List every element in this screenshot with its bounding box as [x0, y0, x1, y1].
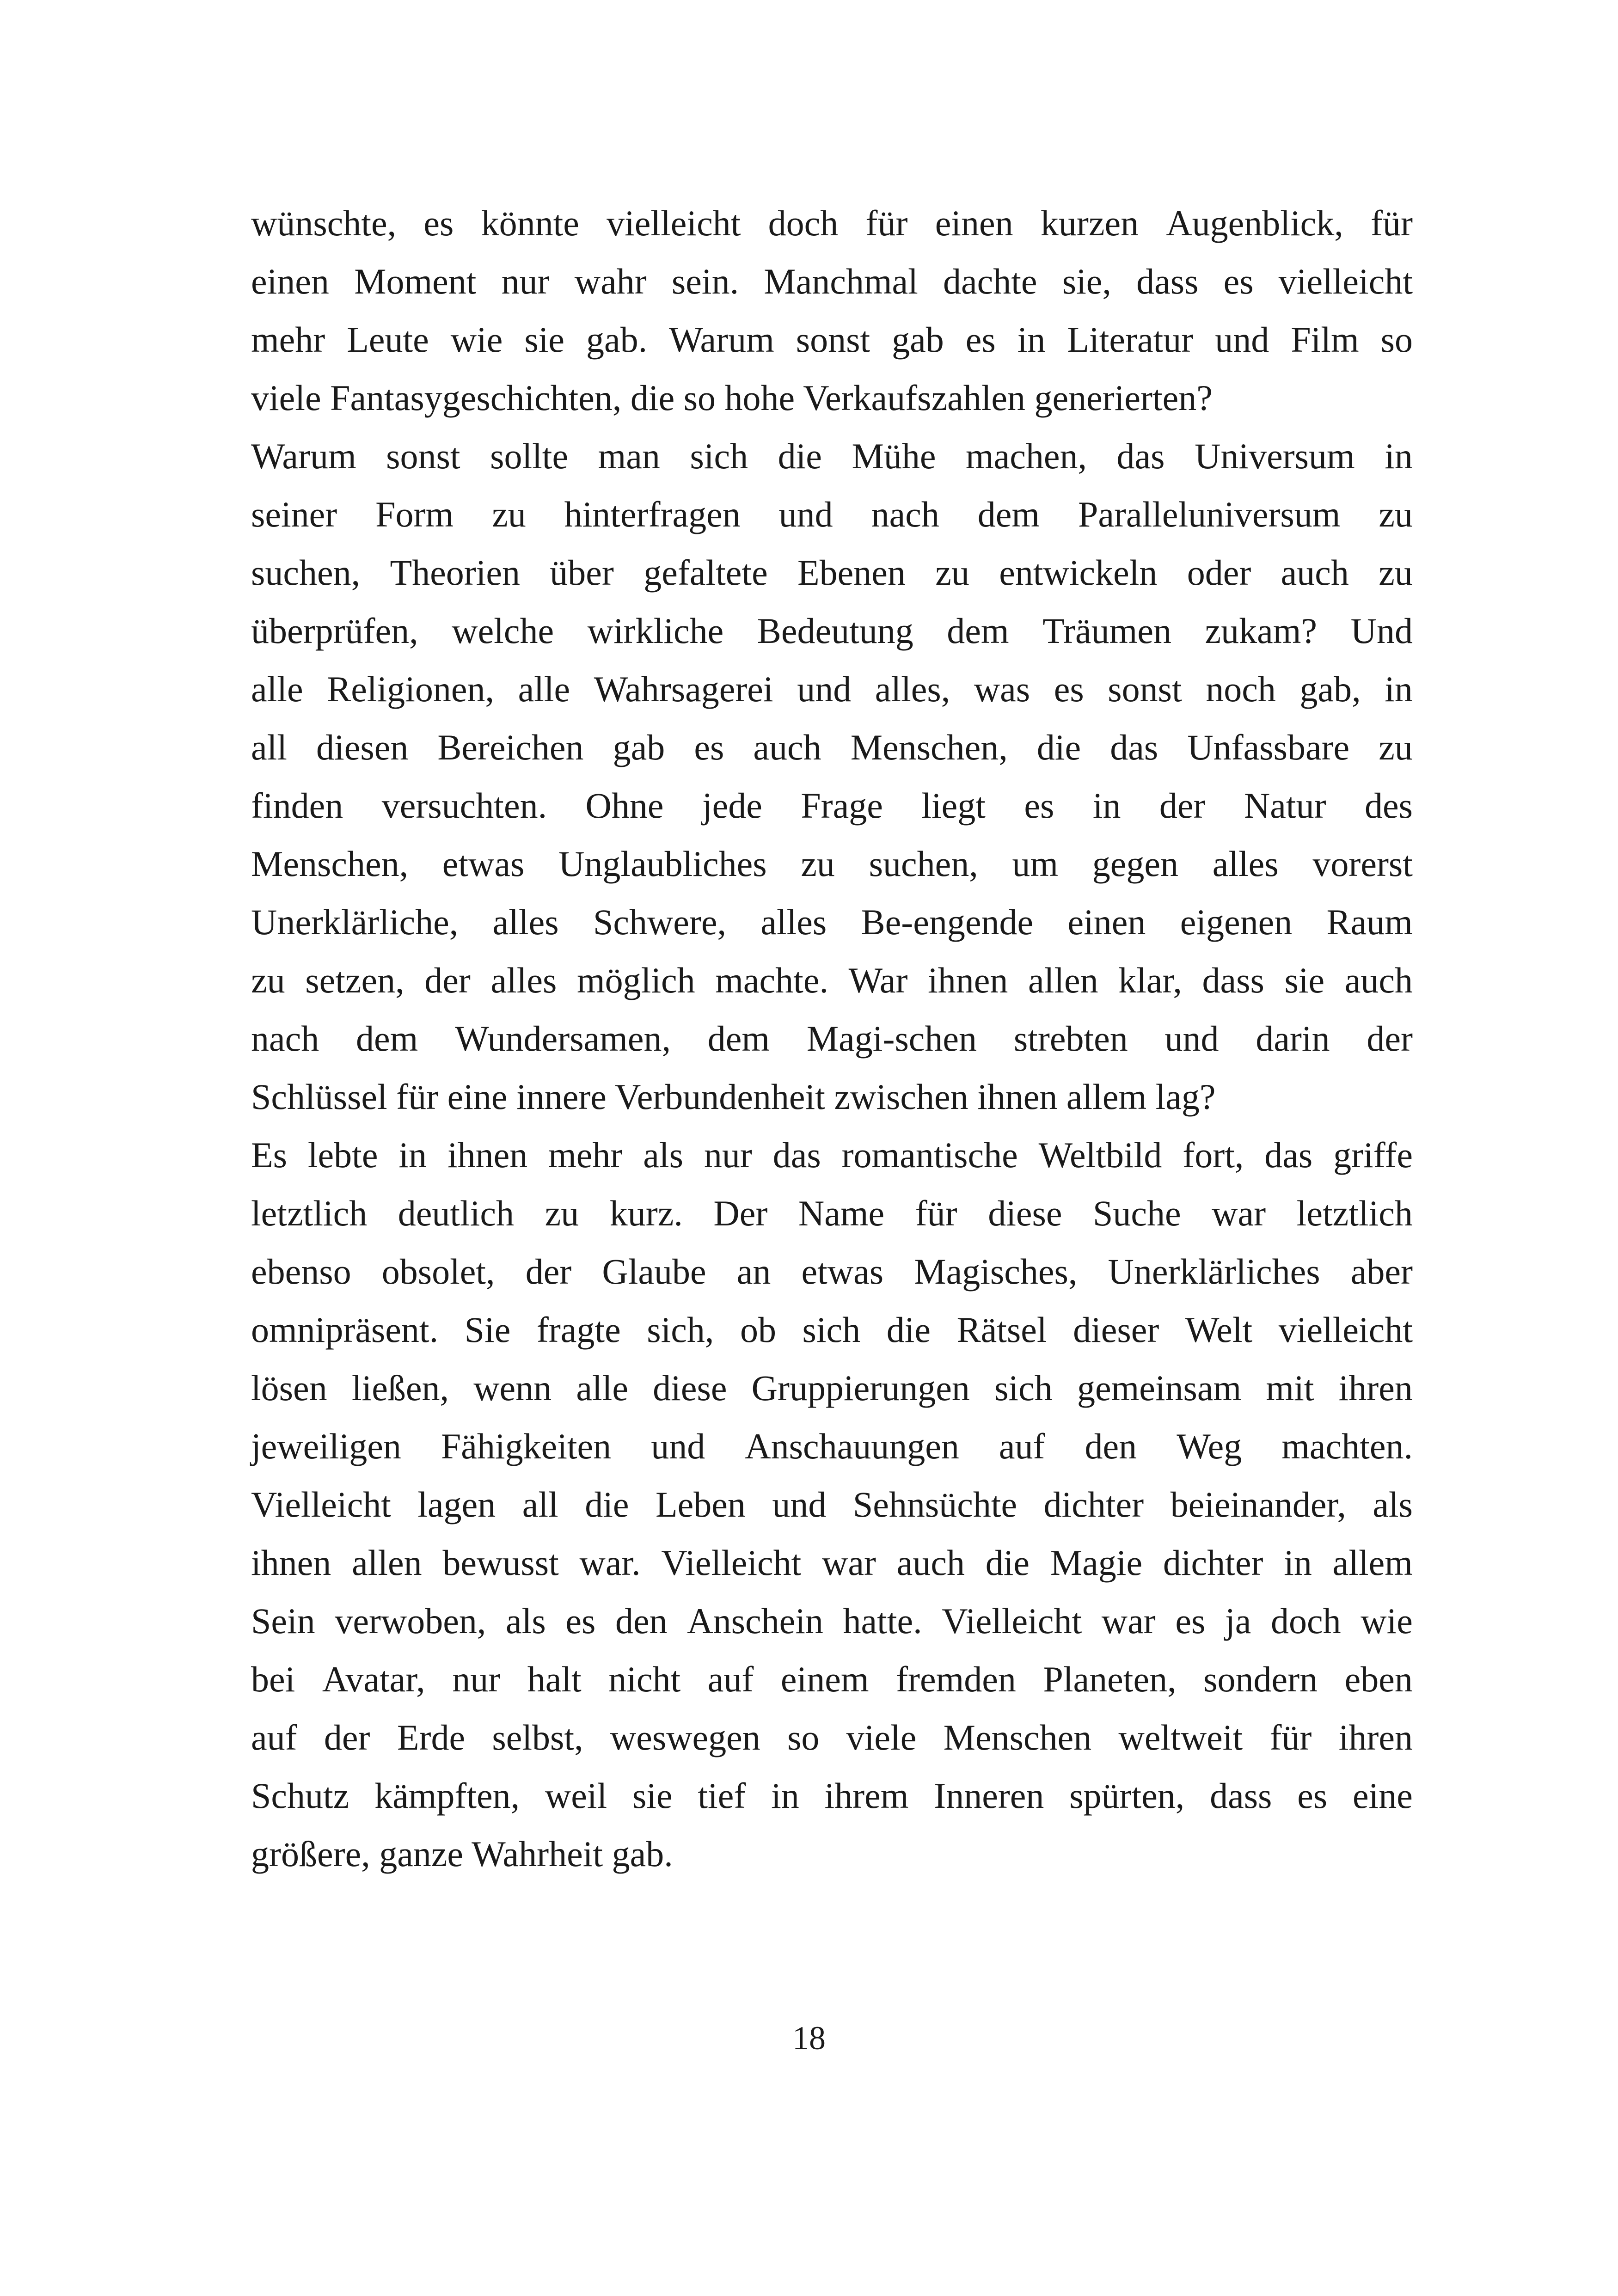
text-line: mehr Leute wie sie gab. Warum sonst gab es in Literatur und Film so — [251, 319, 1413, 360]
text-line: jeweiligen Fähigkeiten und Anschauungen auf den Weg machten. — [251, 1426, 1413, 1466]
text-line: Warum sonst sollte man sich die Mühe machen, das Universum in — [251, 436, 1413, 476]
text-line: Schlüssel für eine innere Verbundenheit zwischen ihnen allem lag? — [251, 1077, 1216, 1117]
text-line: suchen, Theorien über gefaltete Ebenen zu entwickeln oder auch zu — [251, 552, 1413, 593]
text-line: ebenso obsolet, der Glaube an etwas Magisches, Unerklärliches aber — [251, 1251, 1413, 1292]
text-line: überprüfen, welche wirkliche Bedeutung dem Träumen zukam? Und — [251, 611, 1413, 651]
text-line: lösen ließen, wenn alle diese Gruppierungen sich gemeinsam mit ihren — [251, 1368, 1413, 1408]
text-line: größere, ganze Wahrheit gab. — [251, 1834, 673, 1874]
text-line: Vielleicht lagen all die Leben und Sehnsüchte dichter beieinander, als — [251, 1484, 1413, 1525]
text-line: Es lebte in ihnen mehr als nur das romantische Weltbild fort, das griffe — [251, 1135, 1413, 1175]
text-line: bei Avatar, nur halt nicht auf einem fremden Planeten, sondern eben — [251, 1659, 1413, 1699]
text-line: finden versuchten. Ohne jede Frage liegt es in der Natur des — [251, 785, 1413, 826]
body-text — [251, 194, 1413, 1883]
paragraph-3 — [251, 1126, 1413, 1883]
text-line: letztlich deutlich zu kurz. Der Name für diese Suche war letztlich — [251, 1193, 1413, 1233]
text-line: seiner Form zu hinterfragen und nach dem Paralleluniversum zu — [251, 494, 1413, 534]
text-line: omnipräsent. Sie fragte sich, ob sich die Rätsel dieser Welt vielleicht — [251, 1310, 1413, 1350]
text-line: Schutz kämpften, weil sie tief in ihrem Inneren spürten, dass es eine — [251, 1776, 1413, 1816]
paragraph-2 — [251, 427, 1413, 1126]
text-line: viele Fantasygeschichten, die so hohe Verkaufszahlen generierten? — [251, 378, 1213, 418]
paragraph-1 — [251, 194, 1413, 427]
text-line: auf der Erde selbst, weswegen so viele Menschen weltweit für ihren — [251, 1717, 1413, 1757]
text-line: all diesen Bereichen gab es auch Menschen, die das Unfassbare zu — [251, 727, 1413, 767]
text-line: ihnen allen bewusst war. Vielleicht war auch die Magie dichter in allem — [251, 1543, 1413, 1583]
text-line: nach dem Wundersamen, dem Magi-schen strebten und darin der — [251, 1018, 1413, 1059]
text-line: Sein verwoben, als es den Anschein hatte. Vielleicht war es ja doch wie — [251, 1601, 1413, 1641]
text-line: zu setzen, der alles möglich machte. War ihnen allen klar, dass sie auch — [251, 960, 1413, 1000]
page-number: 18 — [792, 2020, 826, 2057]
text-line: wünschte, es könnte vielleicht doch für einen kurzen Augenblick, für — [251, 203, 1413, 243]
text-line: Menschen, etwas Unglaubliches zu suchen, um gegen alles vorerst — [251, 844, 1413, 884]
text-line: einen Moment nur wahr sein. Manchmal dachte sie, dass es vielleicht — [251, 261, 1413, 301]
text-line: alle Religionen, alle Wahrsagerei und alles, was es sonst noch gab, in — [251, 669, 1413, 709]
text-line: Unerklärliche, alles Schwere, alles Be-engende einen eigenen Raum — [251, 902, 1413, 942]
